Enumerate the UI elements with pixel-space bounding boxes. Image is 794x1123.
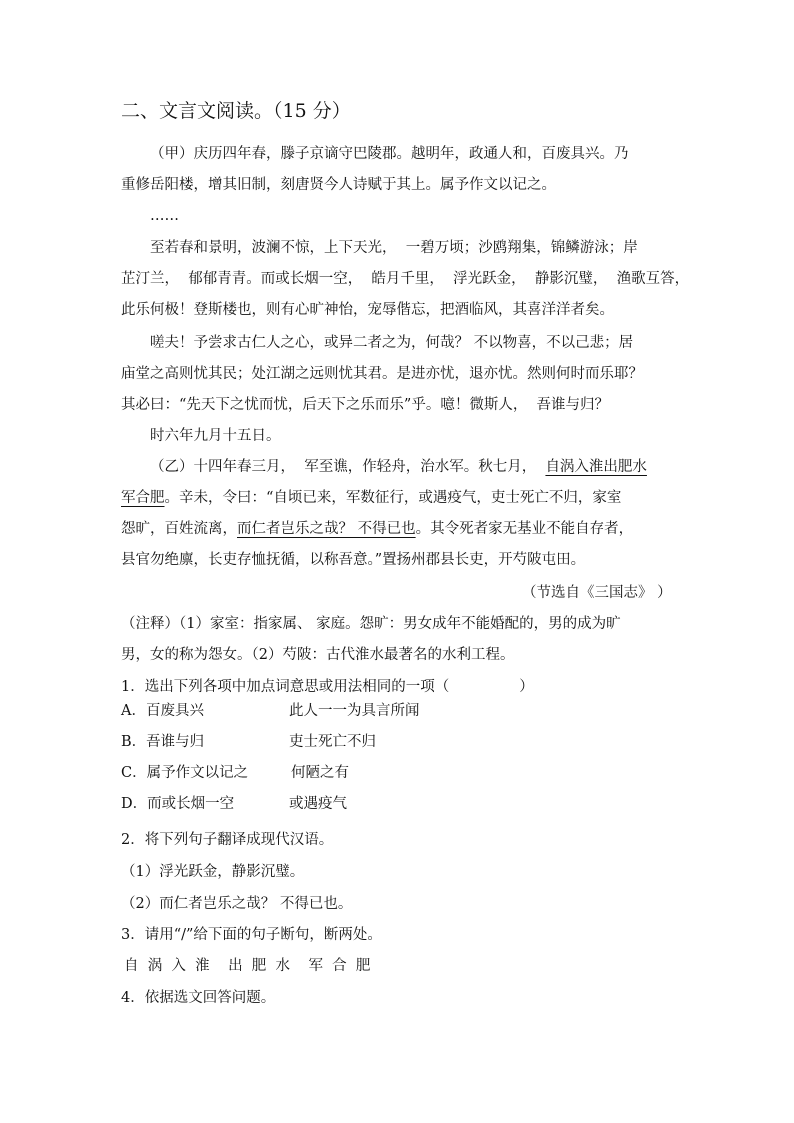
- yi-line3-post: 。其令死者家无基业不能自存者，: [415, 521, 634, 537]
- yi-underlined-sentence-a: 自涡入淮出肥水: [545, 459, 647, 475]
- yi-line2: [121, 488, 621, 508]
- q1-option-d-label: D．而或长烟一空: [121, 796, 235, 812]
- jia-date: 时六年九月十五日。: [150, 428, 281, 444]
- q3-stem: 3．请用“/”给下面的句子断句，断两处。: [121, 927, 382, 943]
- jia-p3-line3: 其必曰：“先天下之忧而忧，后天下之乐而乐”乎。噫！微斯人， 吾谁与归？: [121, 397, 610, 413]
- q4-stem: 4．依据选文回答问题。: [121, 990, 276, 1006]
- yi-source: （节选自《三国志》 ）: [522, 585, 672, 601]
- q1-option-c-pair: 何陋之有: [291, 765, 349, 781]
- yi-line3: [121, 519, 633, 539]
- yi-line2-text: 。辛未，令曰：“自顷已来，军数征行，或遇疫气，吏士死亡不归，家室: [164, 490, 622, 506]
- q1-option-a-label: A．百废具兴: [121, 703, 204, 719]
- q3-sentence: 自 涡 入 淮 出 肥 水 军 合 肥: [124, 958, 371, 974]
- yi-underlined-sentence-b: 而仁者岂乐之哉？ 不得已也: [237, 521, 416, 537]
- jia-ellipsis: ……: [150, 208, 179, 224]
- yi-line4: 县官勿绝廪，长吏存恤抚循，以称吾意。”置扬州郡县长吏，开芍陂屯田。: [121, 552, 586, 568]
- jia-p1-line1: （甲）庆历四年春，滕子京谪守巴陵郡。越明年，政通人和，百废具兴。乃: [150, 146, 629, 162]
- notes-line2: 男，女的称为怨女。（2）芍陂：古代淮水最著名的水利工程。: [121, 647, 515, 663]
- q1-stem: [121, 677, 534, 697]
- yi-line1: [150, 457, 647, 477]
- jia-p1-line2: 重修岳阳楼，增其旧制，刻唐贤今人诗赋于其上。属予作文以记之。: [121, 177, 556, 193]
- q1-option-d-pair: 或遇疫气: [289, 796, 347, 812]
- jia-p2-line1: 至若春和景明，波澜不惊，上下天光， 一碧万顷；沙鸥翔集，锦鳞游泳；岸: [150, 240, 638, 256]
- jia-p2-line2: 芷汀兰， 郁郁青青。而或长烟一空， 皓月千里， 浮光跃金， 静影沉璧， 渔歌互答，: [121, 271, 690, 287]
- q1-option-a-pair: 此人一一为具言所闻: [289, 703, 420, 719]
- jia-p2-line3: 此乐何极！登斯楼也，则有心旷神怡，宠辱偕忘，把酒临风，其喜洋洋者矣。: [121, 302, 614, 318]
- yi-underlined-sentence-a-cont: 军合肥: [121, 490, 165, 506]
- q1-option-b-label: B．吾谁与归: [121, 734, 205, 750]
- q2-sentence-1: （1）浮光跃金，静影沉璧。: [121, 864, 305, 880]
- jia-p3-line1: 嗟夫！予尝求古仁人之心，或异二者之为，何哉？ 不以物喜，不以己悲；居: [150, 335, 634, 351]
- q1-option-c-label: C．属予作文以记之: [121, 765, 249, 781]
- q1-stem-close: ）: [519, 679, 534, 695]
- jia-p3-line2: 庙堂之高则忧其民；处江湖之远则忧其君。是进亦忧，退亦忧。然则何时而乐耶？: [121, 366, 643, 382]
- section-title: 二、文言文阅读。（15 分）: [121, 100, 351, 122]
- yi-line1-text: （乙）十四年春三月， 军至谯，作轻舟，治水军。秋七月，: [150, 459, 546, 475]
- q2-sentence-2: （2）而仁者岂乐之哉？ 不得已也。: [121, 896, 353, 912]
- q1-stem-text: 1．选出下列各项中加点词意思或用法相同的一项（: [121, 679, 450, 695]
- q1-option-b-pair: 吏士死亡不归: [289, 734, 376, 750]
- notes-line1: （注释）（1）家室：指家属、 家庭。怨旷：男女成年不能婚配的，男的成为旷: [121, 616, 621, 632]
- q2-stem: 2．将下列句子翻译成现代汉语。: [121, 832, 334, 848]
- yi-line3-text: 怨旷，百姓流离，: [121, 521, 237, 537]
